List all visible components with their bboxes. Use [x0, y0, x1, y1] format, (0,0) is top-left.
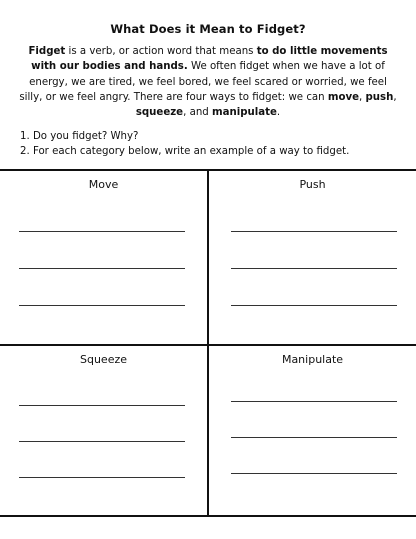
question-1: 1. Do you fidget? Why?	[20, 131, 139, 142]
answer-line[interactable]	[231, 268, 397, 269]
answer-grid	[0, 169, 416, 517]
cell-title-move: Move	[88, 178, 119, 191]
answer-line[interactable]	[19, 441, 185, 442]
answer-line[interactable]	[231, 473, 397, 474]
intro-text: ,	[393, 91, 397, 103]
intro-text: is a verb, or action word that means	[65, 46, 257, 57]
intro-text: ,	[359, 91, 366, 103]
cell-manipulate	[209, 346, 416, 518]
answer-line[interactable]	[19, 405, 185, 406]
intro-keyword-squeeze: squeeze	[135, 107, 184, 119]
cell-push	[209, 171, 416, 343]
question-2: 2. For each category below, write an example of a way to fidget.	[20, 146, 350, 157]
answer-line[interactable]	[19, 477, 185, 478]
question-list	[20, 129, 410, 159]
answer-line[interactable]	[19, 268, 185, 269]
intro-text: We often fidget when we have a lot of energy, we are tired, we feel bored, we feel scared or worried, we feel silly, or we feel angry. There are four ways to fidget: we can	[19, 61, 387, 103]
intro-text: .	[276, 107, 281, 119]
answer-line[interactable]	[19, 231, 185, 232]
intro-term: Fidget	[28, 46, 66, 57]
cell-title-squeeze: Squeeze	[79, 353, 127, 366]
intro-definition: to do little movements with our bodies and hands.	[31, 46, 388, 73]
cell-squeeze	[0, 346, 207, 518]
cell-title-push: Push	[299, 178, 326, 191]
answer-line[interactable]	[231, 231, 397, 232]
answer-line[interactable]	[231, 437, 397, 438]
intro-keyword-push: push	[365, 91, 394, 103]
intro-text: , and	[183, 107, 212, 119]
answer-line[interactable]	[231, 305, 397, 306]
worksheet-title: What Does it Mean to Fidget?	[110, 22, 306, 36]
cell-title-manipulate: Manipulate	[281, 353, 344, 366]
intro-keyword-manipulate: manipulate	[211, 107, 277, 119]
answer-line[interactable]	[231, 401, 397, 402]
intro-paragraph	[16, 44, 400, 120]
intro-keyword-move: move	[327, 91, 360, 103]
answer-line[interactable]	[19, 305, 185, 306]
cell-move	[0, 171, 207, 343]
